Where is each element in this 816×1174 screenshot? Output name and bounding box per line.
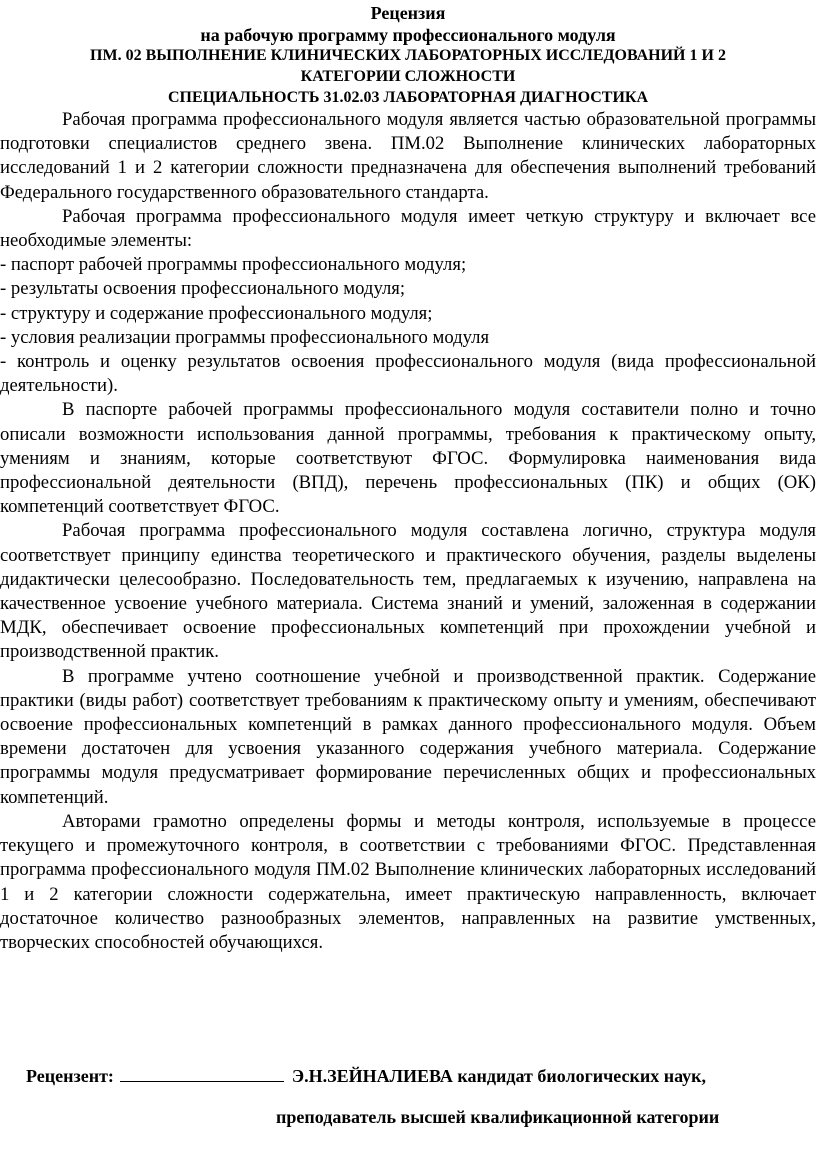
reviewer-line xyxy=(26,1066,706,1087)
list-item: - результаты освоения профессионального модуля; xyxy=(0,278,406,300)
signature-blank-line xyxy=(120,1067,284,1082)
paragraph-5: В программе учтено соотношение учебной и производственной практик. Содержание практики (виды работ) соответствует требованиям к практическому опыту и умениям, обеспечивают освоение профессиональных компетенций в рамках данного профессионального модуля. Объем времени достаточен для усвоения указанного содержания учебного материала. Содержание программы модуля предусматривает формирование перечисленных общих и профессиональных компетенций. xyxy=(0,665,816,808)
paragraph-1: Рабочая программа профессионального модуля является частью образовательной программы подготовки специалистов среднего звена. ПМ.02 Выполнение клинических лабораторных исследований 1 и 2 категории сложности предназначена для обеспечения выполнений требований Федерального государственного образовательного стандарта. xyxy=(0,109,816,203)
paragraph-3: В паспорте рабочей программы профессионального модуля составители полно и точно описали возможности использования данной программы, требования к практическому опыту, умениям и знаниям, которые соответствуют ФГОС. Формулировка наименования вида профессиональной деятельности (ВПД), перечень профессиональных (ПК) и общих (ОК) компетенций соответствует ФГОС. xyxy=(0,399,816,518)
document-subtitle: на рабочую программу профессионального модуля xyxy=(200,25,616,45)
document-title: Рецензия xyxy=(370,3,446,23)
list-item: - контроль и оценку результатов освоения профессионального модуля (вида профессиональной деятельности). xyxy=(0,351,816,397)
list-item: - условия реализации программы профессионального модуля xyxy=(0,326,490,348)
list-item: - структуру и содержание профессионального модуля; xyxy=(0,302,433,324)
paragraph-4: Рабочая программа профессионального модуля составлена логично, структура модуля соответствует принципу единства теоретического и практического обучения, разделы выделены дидактически целесообразно. Последовательность тем, предлагаемых к изучению, направлена на качественное усвоение учебного материала. Система знаний и умений, заложенная в содержании МДК, обеспечивает освоение профессиональных компетенций при прохождении учебной и производственной практик. xyxy=(0,520,816,663)
module-title-line1: ПМ. 02 ВЫПОЛНЕНИЕ КЛИНИЧЕСКИХ ЛАБОРАТОРНЫХ ИССЛЕДОВАНИЙ 1 И 2 xyxy=(90,47,726,64)
module-title-line2: КАТЕГОРИИ СЛОЖНОСТИ xyxy=(300,68,516,85)
review-body xyxy=(0,108,816,955)
reviewer-name: Э.Н.ЗЕЙНАЛИЕВА кандидат биологических наук, xyxy=(291,1066,707,1086)
paragraph-2: Рабочая программа профессионального модуля имеет четкую структуру и включает все необходимые элементы: xyxy=(0,205,816,252)
paragraph-6: Авторами грамотно определены формы и методы контроля, используемые в процессе текущего и промежуточного контроля, в соответствии с требованиями ФГОС. Представленная программа профессионального модуля ПМ.02 Выполнение клинических лабораторных исследований 1 и 2 категории сложности содержательна, имеет практическую направленность, включает достаточное количество разнообразных элементов, направленных на развитие умственных, творческих способностей обучающихся. xyxy=(0,810,816,953)
reviewer-label: Рецензент: xyxy=(26,1066,114,1086)
list-item: - паспорт рабочей программы профессионального модуля; xyxy=(0,254,467,276)
reviewer-position: преподаватель высшей квалификационной категории xyxy=(276,1107,720,1127)
specialty-heading: СПЕЦИАЛЬНОСТЬ 31.02.03 ЛАБОРАТОРНАЯ ДИАГНОСТИКА xyxy=(167,89,649,106)
